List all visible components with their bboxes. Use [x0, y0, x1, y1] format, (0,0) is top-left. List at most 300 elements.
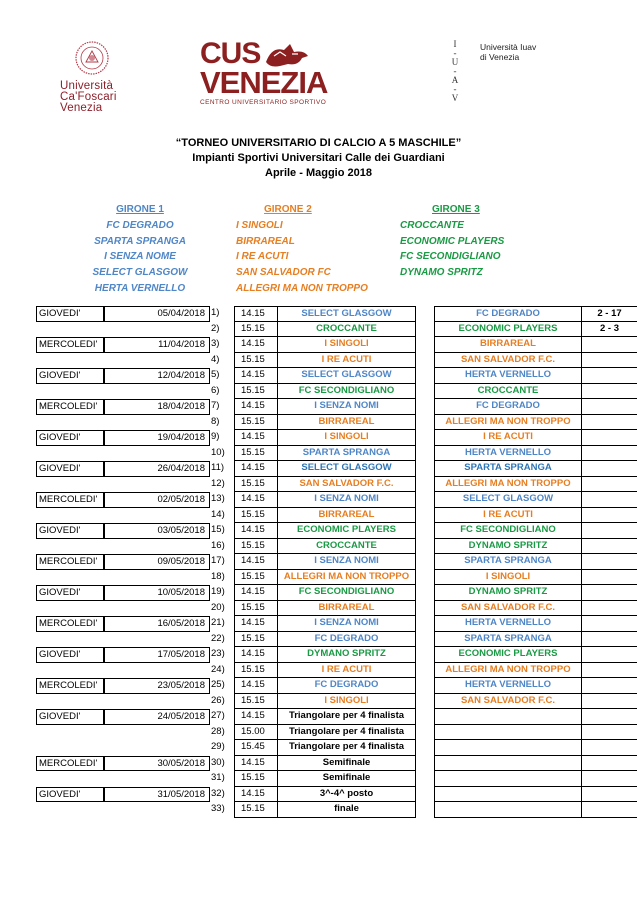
home-team-cell: I SINGOLI: [278, 337, 416, 353]
time-cell: 14.15: [234, 337, 278, 353]
match-number: 10): [211, 446, 225, 458]
date-cell: [104, 771, 210, 787]
away-team-cell: HERTA VERNELLO: [434, 368, 582, 384]
table-row: [36, 725, 596, 741]
score-cell: [582, 399, 637, 415]
table-row: [36, 523, 596, 539]
iuav-text-line-1: Università Iuav: [480, 42, 537, 52]
iuav-letter: A: [451, 75, 459, 85]
score-cell: [582, 802, 637, 818]
day-cell: [36, 601, 104, 617]
period-subtitle: Aprile - Maggio 2018: [265, 167, 372, 179]
match-number: 9): [211, 431, 220, 442]
venue-subtitle: Impianti Sportivi Universitari Calle dei Guardiani: [192, 152, 445, 164]
day-cell: [36, 539, 104, 555]
home-team-cell: ALLEGRI MA NON TROPPO: [278, 570, 416, 586]
home-team-cell: Semifinale: [278, 771, 416, 787]
time-cell: 14.15: [234, 709, 278, 725]
match-number: 30): [211, 756, 225, 768]
home-team-cell: I RE ACUTI: [278, 353, 416, 369]
match-number: 25): [211, 679, 225, 690]
score-cell: [582, 570, 637, 586]
date-cell: [104, 477, 210, 493]
iuav-letter: V: [451, 93, 459, 103]
day-cell: [36, 632, 104, 648]
home-team-cell: BIRRAREAL: [278, 415, 416, 431]
time-cell: 14.15: [234, 647, 278, 663]
away-team-cell: I RE ACUTI: [434, 430, 582, 446]
date-cell: [104, 384, 210, 400]
match-number: 20): [211, 601, 225, 613]
table-row: [36, 415, 596, 431]
match-number: 7): [211, 400, 220, 411]
day-cell: [36, 663, 104, 679]
table-row: [36, 632, 596, 648]
time-cell: 15.15: [234, 663, 278, 679]
score-cell: [582, 415, 637, 431]
group-team: FC SECONDIGLIANO: [400, 251, 501, 263]
group-team: SAN SALVADOR FC: [236, 267, 331, 279]
date-cell: 26/04/2018: [104, 461, 210, 477]
home-team-cell: FC SECONDIGLIANO: [278, 384, 416, 400]
match-number: 31): [211, 772, 225, 783]
date-cell: 31/05/2018: [104, 787, 210, 803]
score-cell: [582, 554, 637, 570]
time-cell: 15.15: [234, 508, 278, 524]
match-number: 15): [211, 524, 225, 535]
match-number: 32): [211, 787, 225, 799]
group-title: GIRONE 1: [116, 204, 164, 215]
away-team-cell: [434, 771, 582, 787]
away-team-cell: [434, 802, 582, 818]
score-cell: [582, 477, 637, 493]
time-cell: 15.15: [234, 539, 278, 555]
day-cell: GIOVEDI': [36, 523, 104, 539]
score-cell: [582, 461, 637, 477]
time-cell: 14.15: [234, 492, 278, 508]
time-cell: 15.15: [234, 570, 278, 586]
date-cell: [104, 508, 210, 524]
day-cell: [36, 802, 104, 818]
away-team-cell: DYNAMO SPRITZ: [434, 539, 582, 555]
time-cell: 15.15: [234, 694, 278, 710]
score-cell: 2 - 3: [582, 322, 637, 338]
away-team-cell: ECONOMIC PLAYERS: [434, 322, 582, 338]
day-cell: GIOVEDI': [36, 306, 104, 322]
home-team-cell: I SINGOLI: [278, 430, 416, 446]
home-team-cell: Semifinale: [278, 756, 416, 772]
table-row: [36, 554, 596, 570]
cus-wordmark: CUS: [200, 37, 261, 70]
away-team-cell: [434, 740, 582, 756]
time-cell: 14.15: [234, 787, 278, 803]
cus-venezia-logo: [200, 37, 350, 106]
match-number: 11): [211, 462, 225, 473]
group-team: CROCCANTE: [400, 219, 464, 231]
date-cell: 24/05/2018: [104, 709, 210, 725]
home-team-cell: SPARTA SPRANGA: [278, 446, 416, 462]
table-row: [36, 709, 596, 725]
home-team-cell: I SENZA NOMI: [278, 492, 416, 508]
home-team-cell: I SENZA NOMI: [278, 616, 416, 632]
day-cell: [36, 384, 104, 400]
match-number: 6): [211, 384, 220, 396]
match-number: 16): [211, 539, 225, 551]
match-number: 1): [211, 307, 220, 318]
away-team-cell: FC SECONDIGLIANO: [434, 523, 582, 539]
home-team-cell: SAN SALVADOR F.C.: [278, 477, 416, 493]
away-team-cell: SPARTA SPRANGA: [434, 554, 582, 570]
score-cell: [582, 694, 637, 710]
away-team-cell: [434, 787, 582, 803]
table-row: [36, 337, 596, 353]
time-cell: 14.15: [234, 678, 278, 694]
table-row: [36, 771, 596, 787]
foscari-line-2: Ca'Foscari: [60, 91, 117, 103]
date-cell: [104, 539, 210, 555]
day-cell: MERCOLEDI': [36, 492, 104, 508]
time-cell: 14.15: [234, 523, 278, 539]
score-cell: [582, 446, 637, 462]
score-cell: [582, 647, 637, 663]
date-cell: [104, 353, 210, 369]
date-cell: 11/04/2018: [104, 337, 210, 353]
date-cell: [104, 694, 210, 710]
date-cell: [104, 415, 210, 431]
away-team-cell: [434, 725, 582, 741]
date-cell: [104, 601, 210, 617]
home-team-cell: finale: [278, 802, 416, 818]
iuav-dash: -: [453, 66, 457, 76]
home-team-cell: SELECT GLASGOW: [278, 306, 416, 322]
home-team-cell: I SENZA NOMI: [278, 399, 416, 415]
date-cell: [104, 446, 210, 462]
time-cell: 15.15: [234, 415, 278, 431]
date-cell: [104, 663, 210, 679]
away-team-cell: SPARTA SPRANGA: [434, 632, 582, 648]
date-cell: 19/04/2018: [104, 430, 210, 446]
home-team-cell: Triangolare per 4 finalista: [278, 725, 416, 741]
day-cell: MERCOLEDI': [36, 337, 104, 353]
away-team-cell: I SINGOLI: [434, 570, 582, 586]
table-row: [36, 399, 596, 415]
home-team-cell: Triangolare per 4 finalista: [278, 709, 416, 725]
match-number: 23): [211, 648, 225, 659]
match-number: 8): [211, 415, 220, 427]
date-cell: 30/05/2018: [104, 756, 210, 772]
match-number: 19): [211, 586, 225, 597]
date-cell: [104, 570, 210, 586]
cus-subtitle: CENTRO UNIVERSITARIO SPORTIVO: [200, 99, 327, 106]
score-cell: [582, 787, 637, 803]
date-cell: 03/05/2018: [104, 523, 210, 539]
away-team-cell: SELECT GLASGOW: [434, 492, 582, 508]
date-cell: [104, 322, 210, 338]
score-cell: [582, 678, 637, 694]
day-cell: MERCOLEDI': [36, 678, 104, 694]
group-team: DYNAMO SPRITZ: [400, 267, 483, 279]
group-title: GIRONE 3: [432, 204, 480, 215]
away-team-cell: ALLEGRI MA NON TROPPO: [434, 415, 582, 431]
time-cell: 14.15: [234, 585, 278, 601]
day-cell: [36, 446, 104, 462]
away-team-cell: [434, 709, 582, 725]
day-cell: GIOVEDI': [36, 430, 104, 446]
iuav-dash: -: [453, 48, 457, 58]
time-cell: 14.15: [234, 430, 278, 446]
day-cell: GIOVEDI': [36, 709, 104, 725]
home-team-cell: FC SECONDIGLIANO: [278, 585, 416, 601]
iuav-dash: -: [453, 84, 457, 94]
score-cell: [582, 740, 637, 756]
iuav-letter-column: [444, 40, 466, 103]
time-cell: 15.15: [234, 771, 278, 787]
score-cell: [582, 616, 637, 632]
home-team-cell: ECONOMIC PLAYERS: [278, 523, 416, 539]
score-cell: [582, 508, 637, 524]
time-cell: 14.15: [234, 461, 278, 477]
time-cell: 15.15: [234, 802, 278, 818]
match-number: 12): [211, 477, 225, 489]
time-cell: 15.15: [234, 322, 278, 338]
home-team-cell: SELECT GLASGOW: [278, 368, 416, 384]
match-number: 17): [211, 555, 225, 566]
group-team: I SINGOLI: [236, 219, 283, 231]
group-team: ALLEGRI MA NON TROPPO: [236, 282, 368, 294]
home-team-cell: I SENZA NOMI: [278, 554, 416, 570]
time-cell: 14.15: [234, 756, 278, 772]
ca-foscari-seal-icon: [74, 40, 110, 76]
score-cell: [582, 368, 637, 384]
group-3: [400, 202, 540, 281]
score-cell: [582, 709, 637, 725]
table-row: [36, 756, 596, 772]
iuav-letter: U: [451, 57, 459, 67]
table-row: [36, 461, 596, 477]
time-cell: 15.15: [234, 384, 278, 400]
day-cell: GIOVEDI': [36, 461, 104, 477]
table-row: [36, 477, 596, 493]
venezia-wordmark: VENEZIA: [200, 65, 328, 100]
time-cell: 15.15: [234, 632, 278, 648]
away-team-cell: BIRRAREAL: [434, 337, 582, 353]
score-cell: [582, 663, 637, 679]
match-number: 14): [211, 508, 225, 520]
group-team: SPARTA SPRANGA: [94, 235, 186, 247]
score-cell: [582, 585, 637, 601]
table-row: [36, 570, 596, 586]
match-number: 22): [211, 632, 225, 644]
date-cell: [104, 740, 210, 756]
table-row: [36, 740, 596, 756]
date-cell: [104, 632, 210, 648]
date-cell: 12/04/2018: [104, 368, 210, 384]
time-cell: 15.15: [234, 477, 278, 493]
table-row: [36, 492, 596, 508]
table-row: [36, 368, 596, 384]
day-cell: [36, 725, 104, 741]
day-cell: MERCOLEDI': [36, 554, 104, 570]
match-number: 24): [211, 663, 225, 675]
score-cell: [582, 725, 637, 741]
away-team-cell: HERTA VERNELLO: [434, 678, 582, 694]
time-cell: 15.15: [234, 353, 278, 369]
group-2: [236, 202, 376, 297]
home-team-cell: BIRRAREAL: [278, 508, 416, 524]
iuav-letter: I: [453, 39, 457, 49]
table-row: [36, 384, 596, 400]
match-number: 29): [211, 741, 225, 752]
group-team: HERTA VERNELLO: [94, 282, 186, 294]
score-cell: [582, 353, 637, 369]
table-row: [36, 802, 596, 818]
time-cell: 14.15: [234, 616, 278, 632]
score-cell: [582, 771, 637, 787]
table-row: [36, 539, 596, 555]
home-team-cell: FC DEGRADO: [278, 632, 416, 648]
table-row: [36, 601, 596, 617]
home-team-cell: FC DEGRADO: [278, 678, 416, 694]
date-cell: 17/05/2018: [104, 647, 210, 663]
foscari-line-3: Venezia: [60, 102, 103, 114]
table-row: [36, 353, 596, 369]
table-row: [36, 306, 622, 322]
group-team: SELECT GLASGOW: [92, 267, 188, 279]
away-team-cell: CROCCANTE: [434, 384, 582, 400]
away-team-cell: ECONOMIC PLAYERS: [434, 647, 582, 663]
away-team-cell: I RE ACUTI: [434, 508, 582, 524]
group-team: I RE ACUTI: [236, 251, 289, 263]
table-row: [36, 647, 596, 663]
day-cell: MERCOLEDI': [36, 616, 104, 632]
iuav-text-line-2: di Venezia: [480, 52, 520, 62]
date-cell: 16/05/2018: [104, 616, 210, 632]
date-cell: [104, 802, 210, 818]
away-team-cell: SAN SALVADOR F.C.: [434, 694, 582, 710]
time-cell: 15.00: [234, 725, 278, 741]
score-cell: [582, 523, 637, 539]
time-cell: 14.15: [234, 554, 278, 570]
date-cell: 18/04/2018: [104, 399, 210, 415]
date-cell: 02/05/2018: [104, 492, 210, 508]
match-number: 5): [211, 369, 220, 380]
table-row: [36, 322, 619, 338]
score-cell: [582, 539, 637, 555]
day-cell: [36, 477, 104, 493]
date-cell: 10/05/2018: [104, 585, 210, 601]
group-title: GIRONE 2: [264, 204, 312, 215]
match-number: 27): [211, 710, 225, 721]
away-team-cell: SPARTA SPRANGA: [434, 461, 582, 477]
away-team-cell: ALLEGRI MA NON TROPPO: [434, 477, 582, 493]
match-number: 13): [211, 493, 225, 504]
match-number: 3): [211, 338, 220, 349]
day-cell: [36, 353, 104, 369]
table-row: [36, 694, 596, 710]
group-team: I SENZA NOME: [104, 251, 176, 263]
away-team-cell: FC DEGRADO: [434, 306, 582, 322]
day-cell: GIOVEDI': [36, 368, 104, 384]
day-cell: [36, 415, 104, 431]
day-cell: [36, 570, 104, 586]
group-1: [70, 202, 210, 297]
score-cell: [582, 601, 637, 617]
match-number: 26): [211, 694, 225, 706]
day-cell: [36, 771, 104, 787]
group-team: BIRRAREAL: [236, 235, 295, 247]
match-number: 4): [211, 353, 220, 365]
away-team-cell: HERTA VERNELLO: [434, 616, 582, 632]
match-number: 2): [211, 322, 220, 334]
away-team-cell: SAN SALVADOR F.C.: [434, 353, 582, 369]
away-team-cell: ALLEGRI MA NON TROPPO: [434, 663, 582, 679]
match-number: 28): [211, 725, 225, 737]
score-cell: [582, 337, 637, 353]
ca-foscari-logo: [60, 40, 130, 114]
match-number: 18): [211, 570, 225, 582]
score-cell: [582, 632, 637, 648]
day-cell: [36, 322, 104, 338]
group-team: FC DEGRADO: [106, 219, 174, 231]
day-cell: MERCOLEDI': [36, 399, 104, 415]
away-team-cell: SAN SALVADOR F.C.: [434, 601, 582, 617]
table-row: [36, 446, 596, 462]
time-cell: 15.15: [234, 601, 278, 617]
home-team-cell: BIRRAREAL: [278, 601, 416, 617]
date-cell: 23/05/2018: [104, 678, 210, 694]
day-cell: GIOVEDI': [36, 787, 104, 803]
table-row: [36, 663, 596, 679]
home-team-cell: Triangolare per 4 finalista: [278, 740, 416, 756]
day-cell: MERCOLEDI': [36, 756, 104, 772]
date-cell: 05/04/2018: [104, 306, 210, 322]
day-cell: [36, 694, 104, 710]
table-row: [36, 585, 596, 601]
score-cell: [582, 492, 637, 508]
time-cell: 15.15: [234, 446, 278, 462]
day-cell: [36, 508, 104, 524]
score-cell: 2 - 17: [582, 306, 637, 322]
home-team-cell: CROCCANTE: [278, 322, 416, 338]
match-schedule-table: [36, 306, 622, 818]
day-cell: [36, 740, 104, 756]
score-cell: [582, 756, 637, 772]
home-team-cell: 3^-4^ posto: [278, 787, 416, 803]
date-cell: 09/05/2018: [104, 554, 210, 570]
home-team-cell: DYMANO SPRITZ: [278, 647, 416, 663]
time-cell: 14.15: [234, 306, 278, 322]
away-team-cell: DYNAMO SPRITZ: [434, 585, 582, 601]
table-row: [36, 508, 596, 524]
score-cell: [582, 384, 637, 400]
day-cell: GIOVEDI': [36, 647, 104, 663]
tournament-title: “TORNEO UNIVERSITARIO DI CALCIO A 5 MASCHILE”: [175, 137, 462, 149]
table-row: [36, 678, 596, 694]
away-team-cell: [434, 756, 582, 772]
away-team-cell: FC DEGRADO: [434, 399, 582, 415]
date-cell: [104, 725, 210, 741]
day-cell: GIOVEDI': [36, 585, 104, 601]
time-cell: 14.15: [234, 399, 278, 415]
home-team-cell: I RE ACUTI: [278, 663, 416, 679]
group-team: ECONOMIC PLAYERS: [400, 235, 505, 247]
table-row: [36, 430, 596, 446]
time-cell: 15.45: [234, 740, 278, 756]
home-team-cell: I SINGOLI: [278, 694, 416, 710]
score-cell: [582, 430, 637, 446]
home-team-cell: SELECT GLASGOW: [278, 461, 416, 477]
away-team-cell: HERTA VERNELLO: [434, 446, 582, 462]
